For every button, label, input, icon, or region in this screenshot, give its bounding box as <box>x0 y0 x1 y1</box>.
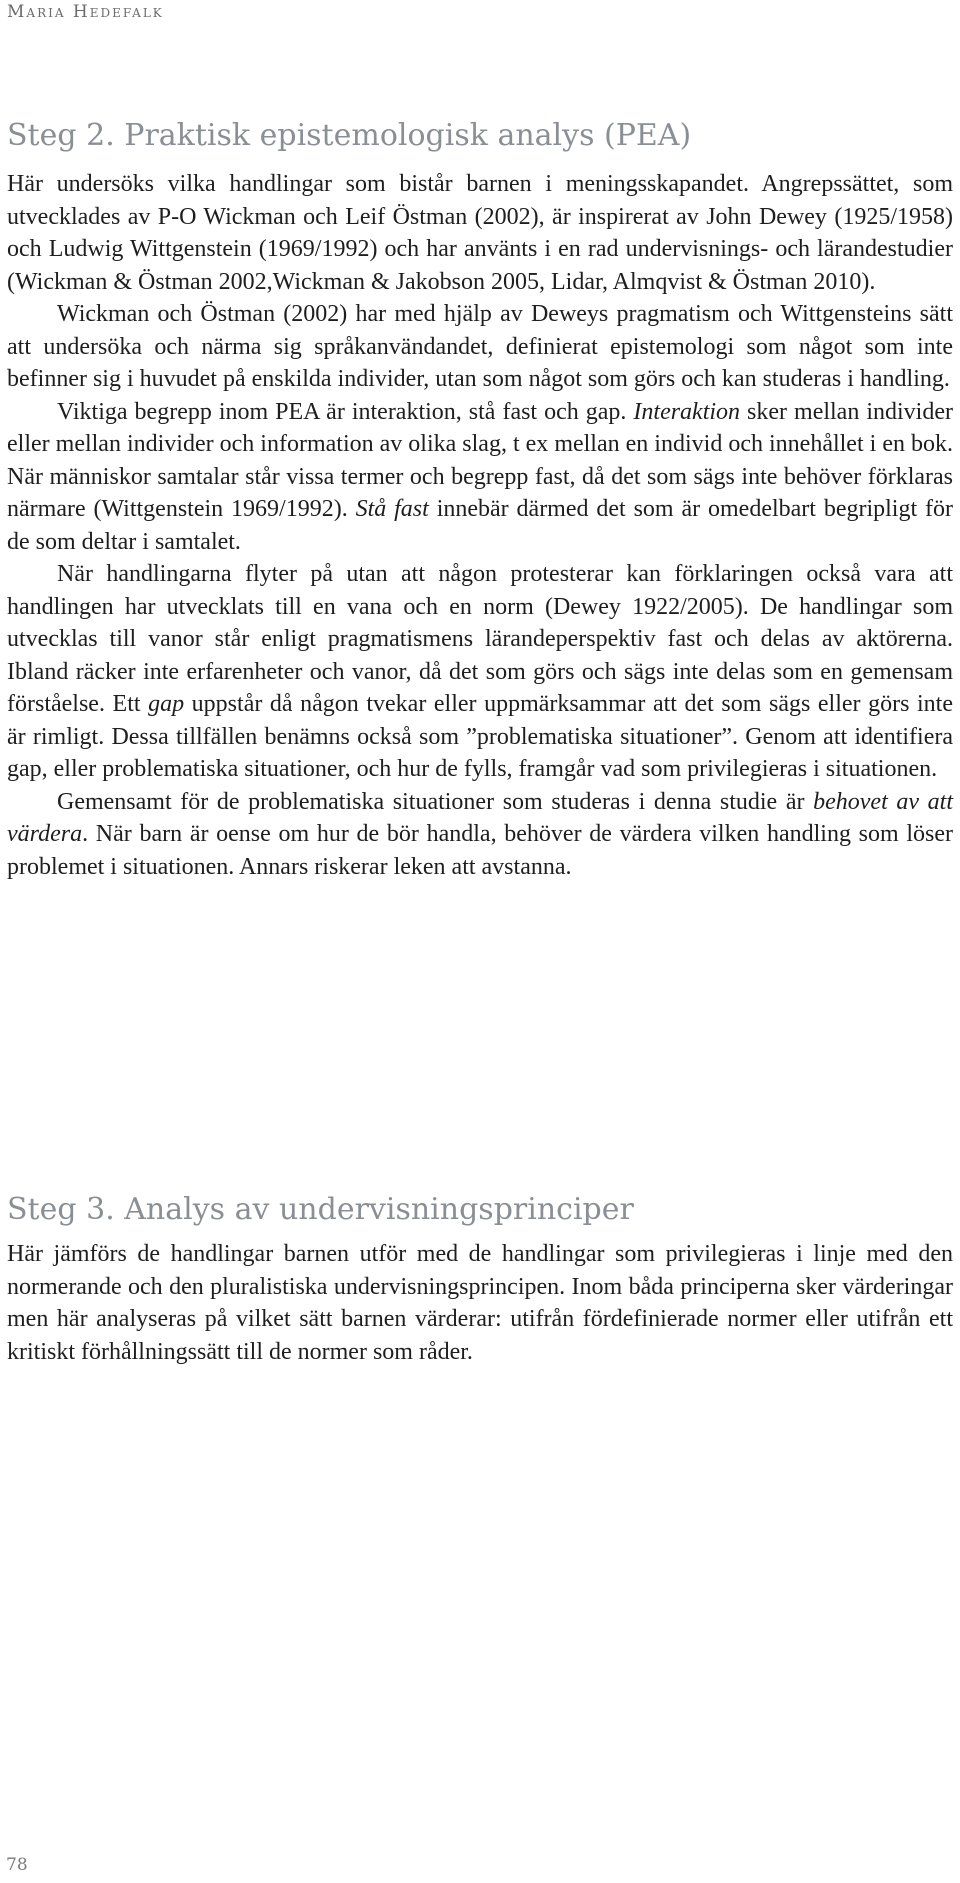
page-number: 78 <box>6 1855 28 1875</box>
paragraph <box>7 786 953 884</box>
paragraphs <box>7 168 953 883</box>
running-head: Maria Hedefalk <box>7 2 164 22</box>
paragraph <box>7 558 953 786</box>
text-run: Här jämförs de handlingar barnen utför med de handlingar som privilegieras i linje med den normerande och den pluralistiska undervisningsprincipen. Inom båda principerna sker värderingar men här analyseras på vilket sätt barnen värderar: utifrån fördefinierade normer eller utifrån ett kritiskt förhållningssätt till de normer som råder. <box>7 1241 953 1365</box>
paragraph <box>7 168 953 298</box>
text-run: Gemensamt för de problematiska situationer som studeras i denna studie är <box>57 788 814 815</box>
emphasis-text: Stå fast <box>355 496 429 522</box>
paragraph <box>7 1238 953 1368</box>
emphasis-text: Interaktion <box>633 398 741 425</box>
text-run: Wickman och Östman (2002) har med hjälp av Deweys pragmatism och Wittgensteins sätt att undersöka och närma sig språkanvändandet, definierat epistemologi som något som inte befinner sig i huvudet på enskilda individer, utan som något som görs och kan studeras i handling. <box>7 301 953 392</box>
section-steg-3 <box>7 1192 953 1368</box>
text-run: Här undersöks vilka handlingar som bistår barnen i meningsskapandet. Angrepssättet, som utvecklades av P-O Wickman och Leif Östman (2002), är inspirerat av John Dewey (1925/1958) och Ludwig Wittgenstein (1969/1992) och har använts i en rad undervisnings- och lärandestudier (Wickman & Östman 2002,Wickman & Jakobson 2005, Lidar, Almqvist & Östman 2010). <box>7 171 953 295</box>
text-run: Viktiga begrepp inom PEA är interaktion, stå fast och gap. <box>57 398 634 425</box>
text-run: . När barn är oense om hur de bör handla, behöver de värdera vilken handling som löser problemet i situationen. Annars riskerar leken att avstanna. <box>7 821 953 880</box>
section-steg-2 <box>7 118 953 883</box>
section-heading: Steg 2. Praktisk epistemologisk analys (PEA) <box>7 118 692 153</box>
text-run: När handlingarna flyter på utan att någon protesterar kan förklaringen också vara att handlingen har utvecklats till en vana och en norm (Dewey 1922/2005). De handlingar som utvecklas till vanor står enligt pragmatismens lärandeperspektiv fast och delas av aktörerna. Ibland räcker inte erfarenheter och vanor, då det som görs och sägs inte delas som en gemensam förståelse. Ett <box>7 561 953 717</box>
paragraph <box>7 396 953 559</box>
section-heading: Steg 3. Analys av undervisningsprinciper <box>7 1192 634 1227</box>
paragraph <box>7 298 953 396</box>
text-run: sker mellan individer eller mellan individer och information av olika slag, t ex mellan en individ och innehållet i en bok. När människor samtalar står vissa termer och begrepp fast, då det som sägs inte behöver förklaras närmare (Wittgenstein 1969/1992). <box>7 398 953 522</box>
paragraphs <box>7 1238 953 1368</box>
text-run: innebär därmed det som är omedelbart begripligt för de som deltar i samtalet. <box>7 496 954 555</box>
emphasis-text: behovet av att värdera <box>7 788 953 847</box>
text-run: uppstår då någon tvekar eller uppmärksammar att det som sägs eller görs inte är rimligt. Dessa tillfällen benämns också som ”problematiska situationer”. Genom att identifiera gap, eller problematiska situationer, och hur de fylls, framgår vad som privilegieras i situationen. <box>7 691 953 782</box>
emphasis-text: gap <box>148 691 185 717</box>
